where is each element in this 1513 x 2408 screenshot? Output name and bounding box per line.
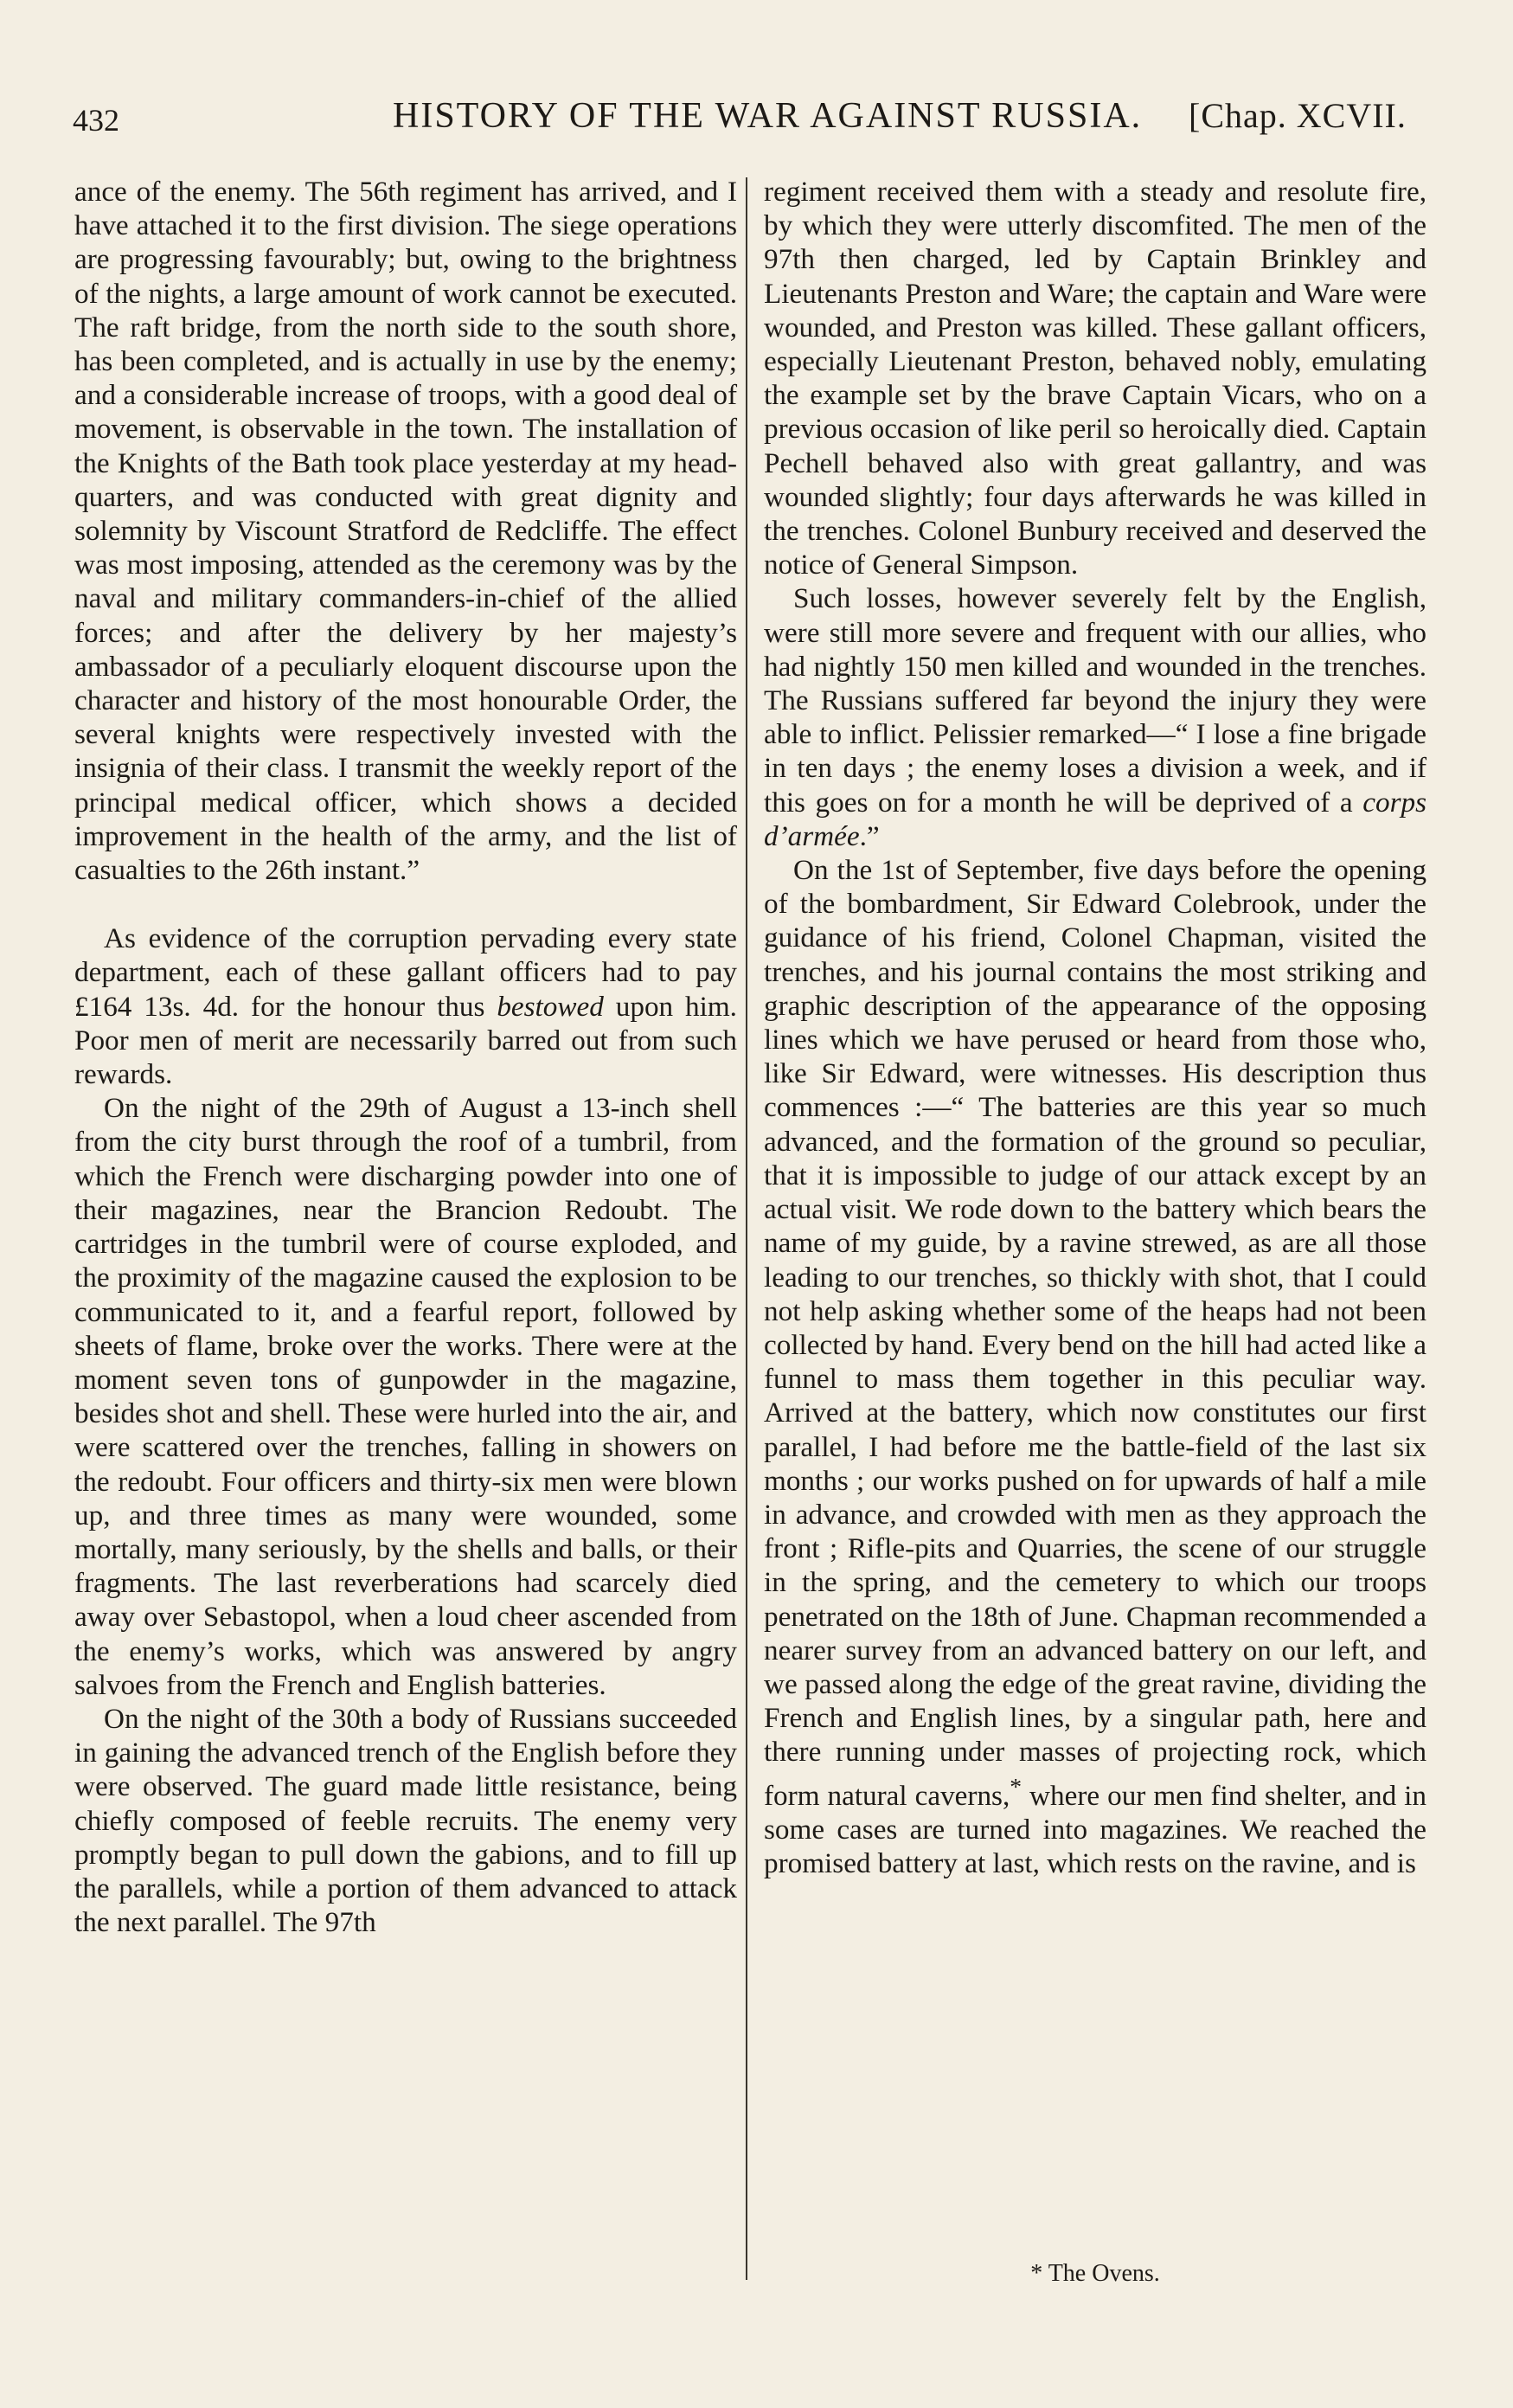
footnote-marker: * — [1010, 1772, 1023, 1800]
paragraph — [764, 853, 1426, 1880]
right-column — [764, 175, 1426, 1880]
paragraph: On the night of the 30th a body of Russians succeeded in gaining the advanced trench of the English before they were observed. The guard made little resistance, being chiefly composed of feeble recruits. The enemy very promptly began to pull down the gabions, and to fill up the parallels, while a portion of them advanced to attack the next parallel. The 97th — [74, 1702, 737, 1939]
paragraph — [74, 921, 737, 1091]
footnote: * The Ovens. — [1030, 2260, 1160, 2287]
column-divider — [746, 177, 747, 2280]
paragraph: regiment received them with a steady and resolute fire, by which they were utterly discomfited. The men of the 97th then charged, led by Captain Brinkley and Lieutenants Preston and Ware; the captain and Ware were wounded, and Preston was killed. These gallant officers, especially Lieutenant Preston, behaved nobly, emulating the example set by the brave Captain Vicars, who on a previous occasion of like peril so heroically died. Captain Pechell behaved also with great gallantry, and was wounded slightly; four days afterwards he was killed in the trenches. Colonel Bunbury received and deserved the notice of General Simpson. — [764, 176, 1426, 581]
text-run: As evidence of the corruption pervading every state department, each of these gallant officers had to pay £164 13s. 4d. for the honour thus — [74, 922, 737, 1023]
running-title: HISTORY OF THE WAR AGAINST RUSSIA. — [393, 96, 1143, 136]
page-number: 432 — [73, 103, 119, 138]
page-header — [73, 95, 1457, 147]
text-run: .” — [859, 819, 880, 852]
emphasis: bestowed — [497, 990, 604, 1023]
left-column — [74, 175, 737, 1939]
paragraph: ance of the enemy. The 56th regiment has arrived, and I have attached it to the first division. The siege operations are progressing favourably; but, owing to the brightness of the nights, a large amount of work cannot be executed. The raft bridge, from the north side to the south shore, has been completed, and is actually in use by the enemy; and a considerable increase of troops, with a good deal of movement, is observable in the town. The installation of the Knights of the Bath took place yesterday at my head-quarters, and was conducted with great dignity and solemnity by Viscount Stratford de Redcliffe. The effect was most imposing, attended as the ceremony was by the naval and military commanders-in-chief of the allied forces; and after the delivery by her majesty’s ambassador of a peculiarly eloquent discourse upon the character and history of the most honourable Order, the several knights were respectively invested with the insignia of their class. I transmit the weekly report of the principal medical officer, which shows a decided improvement in the health of the army, and the list of casualties to the 26th instant.” — [74, 176, 737, 887]
chapter-reference: [Chap. XCVII. — [1189, 96, 1407, 135]
paragraph: On the night of the 29th of August a 13-inch shell from the city burst through the roof of a tumbril, from which the French were discharging powder into one of their magazines, near the Brancion Redoubt. The cartridges in the tumbril were of course exploded, and the proximity of the magazine caused the explosion to be communicated to it, and a fearful report, followed by sheets of flame, broke over the works. There were at the moment seven tons of gunpowder in the magazine, besides shot and shell. These were hurled into the air, and were scattered over the trenches, falling in showers on the redoubt. Four officers and thirty-six men were blown up, and three times as many were wounded, some mortally, many seriously, by the shells and balls, or their fragments. The last reverberations had scarcely died away over Sebastopol, when a loud cheer ascended from the enemy’s works, which was answered by angry salvoes from the French and English batteries. — [74, 1092, 737, 1701]
paragraph — [764, 581, 1426, 853]
text-run: where our men find shelter, and in some cases are turned into magazines. We reached the promised battery at last, which rests on the ravine, and is — [764, 1779, 1426, 1880]
text-run: upon him. Poor men of merit are necessarily barred out from such rewards. — [74, 990, 737, 1091]
text-run: Such losses, however severely felt by the English, were still more severe and frequent with our allies, who had nightly 150 men killed and wounded in the trenches. The Russians suffered far beyond the injury they were able to inflict. Pelissier remarked—“ I lose a fine brigade in ten days ; the enemy loses a division a week, and if this goes on for a month he will be deprived of a — [764, 582, 1426, 819]
text-run: On the 1st of September, five days before the opening of the bombardment, Sir Edward Colebrook, under the guidance of his friend, Colonel Chapman, visited the trenches, and his journal contains the most striking and graphic description of the appearance of the opposing lines which we have perused or heard from those who, like Sir Edward, were witnesses. His description thus commences :—“ The batteries are this year so much advanced, and the formation of the ground so peculiar, that it is impossible to judge of our attack except by an actual visit. We rode down to the battery which bears the name of my guide, by a ravine strewed, as are all those leading to our trenches, so thickly with shot, that I could not help asking whether some of the heaps had not been collected by hand. Every bend on the hill had acted like a funnel to mass them together in this peculiar way. Arrived at the battery, which now constitutes our first parallel, I had before me the battle-field of the last six months ; our works pushed on for upwards of half a mile in advance, and crowded with men as they approach the front ; Rifle-pits and Quarries, the scene of our struggle in the spring, and the cemetery to which our troops penetrated on the 18th of June. Chapman recommended a nearer survey from an advanced battery on our left, and we passed along the edge of the great ravine, dividing the French and English lines, by a singular path, here and there running under masses of projecting rock, which form natural caverns, — [764, 854, 1426, 1812]
emphasis: corps d’armée — [764, 786, 1426, 852]
